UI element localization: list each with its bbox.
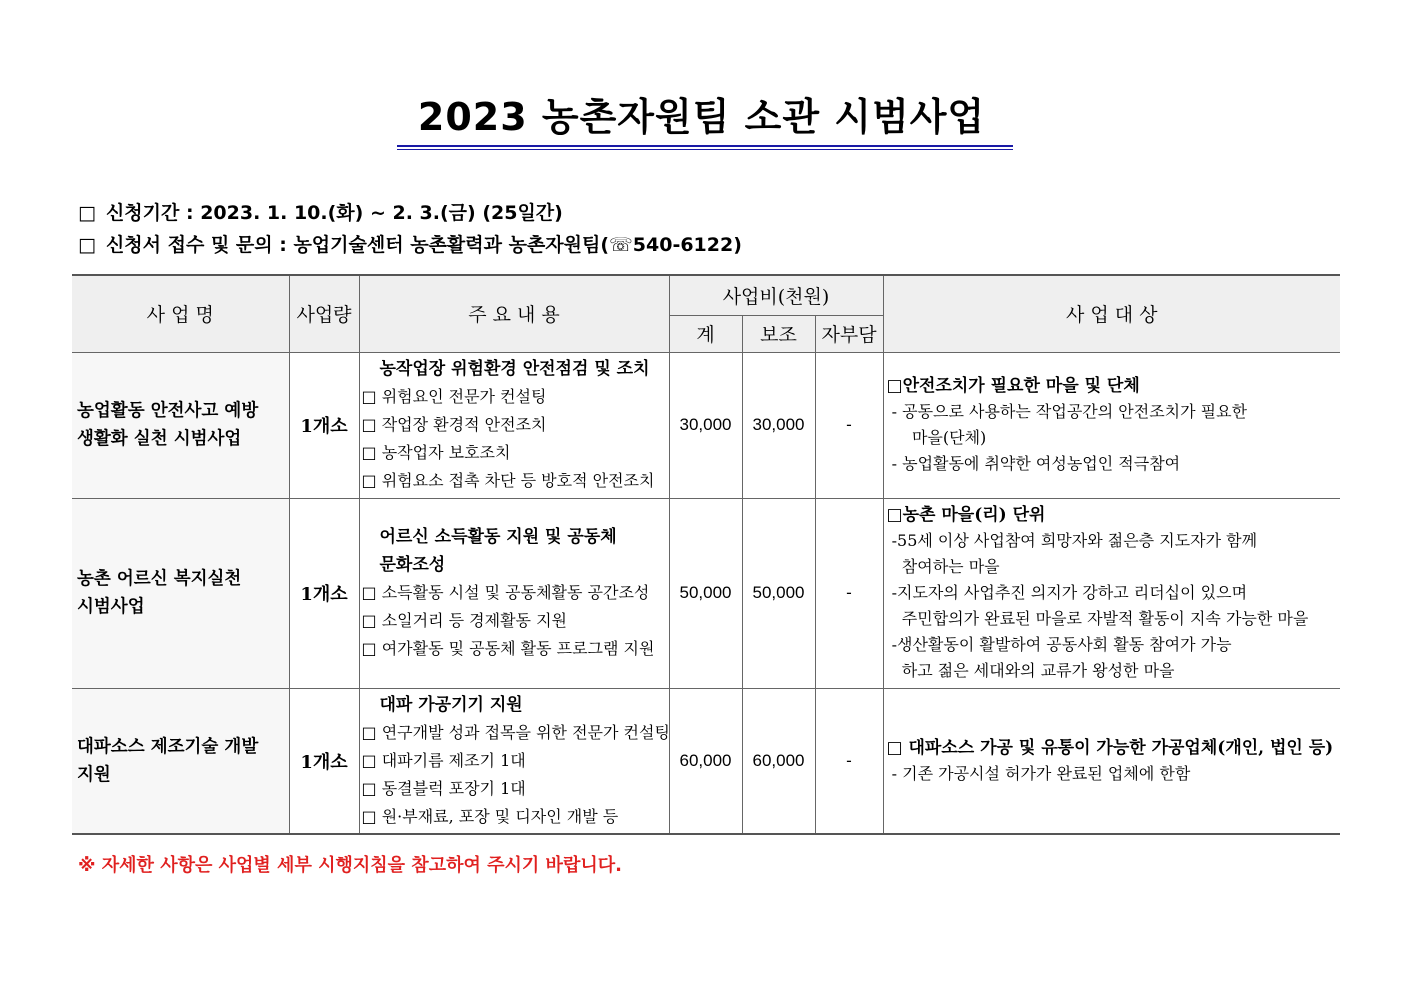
project-name-line: 농촌 어르신 복지실천 — [77, 569, 242, 589]
application-period-text: 신청기간 : 2023. 1. 10.(화) ~ 2. 3.(금) (25일간) — [105, 202, 563, 224]
budget-subsidy: 30,000 — [742, 352, 815, 498]
project-qty: 1개소 — [289, 352, 359, 498]
target-heading: □ 대파소스 가공 및 유통이 가능한 가공업체(개인, 법인 등) — [886, 737, 1334, 758]
target-line: 주민합의가 완료된 마을로 자발적 활동이 지속 가능한 마을 — [886, 609, 1309, 628]
project-name — [72, 498, 289, 688]
target-line: -55세 이상 사업참여 희망자와 젊은층 지도자가 함께 — [886, 531, 1258, 550]
content-item-text: 연구개발 성과 접목을 위한 전문가 컨설팅 — [381, 722, 670, 742]
header-name: 사 업 명 — [72, 275, 289, 352]
content-item-text: 위험요소 접촉 차단 등 방호적 안전조치 — [381, 471, 655, 490]
target-line: 마을(단체) — [886, 428, 987, 447]
content-item-text: 대파기름 제조기 1대 — [381, 750, 526, 770]
budget-total: 50,000 — [669, 498, 742, 688]
checkbox-icon: □ — [361, 611, 377, 630]
content-item — [362, 607, 669, 635]
budget-subsidy: 60,000 — [742, 688, 815, 834]
page-title: 2023 농촌자원팀 소관 시범사업 — [417, 95, 986, 139]
header-content: 주 요 내 용 — [359, 275, 669, 352]
target-line: - 공동으로 사용하는 작업공간의 안전조치가 필요한 — [886, 402, 1248, 421]
checkbox-icon: □ — [361, 750, 377, 770]
target-line: 참여하는 마을 — [886, 557, 1000, 576]
project-name-line: 농업활동 안전사고 예방 — [77, 401, 259, 421]
project-table — [72, 274, 1340, 835]
project-name-line: 대파소스 제조기술 개발 — [77, 736, 259, 757]
project-target — [883, 498, 1340, 688]
content-item-text: 원·부재료, 포장 및 디자인 개발 등 — [381, 806, 619, 826]
checkbox-icon: □ — [361, 443, 377, 462]
contact-info — [78, 233, 742, 257]
content-item — [362, 747, 669, 775]
budget-self: - — [815, 688, 883, 834]
content-heading: 어르신 소득활동 지원 및 공동체 — [379, 527, 617, 547]
content-item-text: 농작업자 보호조치 — [381, 443, 511, 462]
content-item — [362, 439, 669, 467]
content-item — [362, 467, 669, 495]
content-item — [362, 383, 669, 411]
project-content — [359, 352, 669, 498]
title-underline-thin — [397, 149, 1013, 150]
project-target — [883, 352, 1340, 498]
project-content — [359, 688, 669, 834]
content-item — [362, 411, 669, 439]
content-item — [362, 719, 669, 747]
content-heading: 농작업장 위험환경 안전점검 및 조치 — [379, 359, 650, 379]
project-name-line: 지원 — [77, 764, 111, 785]
footnote: ※ 자세한 사항은 사업별 세부 시행지침을 참고하여 주시기 바랍니다. — [78, 855, 622, 876]
content-heading: 대파 가공기기 지원 — [379, 694, 523, 715]
content-item-text: 여가활동 및 공동체 활동 프로그램 지원 — [381, 639, 655, 658]
content-item-text: 소일거리 등 경제활동 지원 — [381, 611, 567, 630]
header-target: 사 업 대 상 — [883, 275, 1340, 352]
checkbox-icon: □ — [361, 806, 377, 826]
target-heading: □안전조치가 필요한 마을 및 단체 — [886, 376, 1140, 396]
checkbox-icon: □ — [361, 722, 377, 742]
project-qty: 1개소 — [289, 688, 359, 834]
application-period — [78, 201, 563, 225]
project-name-line: 생활화 실천 시범사업 — [77, 429, 242, 449]
table-row — [72, 688, 1340, 834]
project-target — [883, 688, 1340, 834]
table-row — [72, 352, 1340, 498]
budget-total: 30,000 — [669, 352, 742, 498]
target-line: - 기존 가공시설 허가가 완료된 업체에 한함 — [886, 763, 1191, 783]
target-heading: □농촌 마을(리) 단위 — [886, 505, 1046, 525]
budget-self: - — [815, 498, 883, 688]
title-underline — [397, 145, 1013, 147]
target-line: -지도자의 사업추진 의지가 강하고 리더십이 있으며 — [886, 583, 1248, 602]
checkbox-icon: □ — [361, 415, 377, 434]
checkbox-icon: □ — [78, 202, 96, 224]
target-line: - 농업활동에 취약한 여성농업인 적극참여 — [886, 454, 1181, 473]
budget-subsidy: 50,000 — [742, 498, 815, 688]
content-item-text: 위험요인 전문가 컨설팅 — [381, 387, 547, 406]
checkbox-icon: □ — [361, 778, 377, 798]
header-budget: 사업비(천원) — [669, 275, 883, 315]
content-item — [362, 803, 669, 831]
content-item — [362, 579, 669, 607]
project-name — [72, 352, 289, 498]
project-name — [72, 688, 289, 834]
content-item — [362, 635, 669, 663]
table-row — [72, 498, 1340, 688]
content-item — [362, 775, 669, 803]
checkbox-icon: □ — [78, 234, 96, 256]
project-qty: 1개소 — [289, 498, 359, 688]
target-line: 하고 젊은 세대와의 교류가 왕성한 마을 — [886, 661, 1175, 680]
header-qty: 사업량 — [289, 275, 359, 352]
budget-total: 60,000 — [669, 688, 742, 834]
header-total: 계 — [669, 315, 742, 352]
target-line: -생산활동이 활발하여 공동사회 활동 참여가 가능 — [886, 635, 1232, 654]
content-item-text: 소득활동 시설 및 공동체활동 공간조성 — [381, 583, 650, 602]
checkbox-icon: □ — [361, 639, 377, 658]
project-name-line: 시범사업 — [77, 597, 145, 617]
content-item-text: 동결블럭 포장기 1대 — [381, 778, 526, 798]
content-item-text: 작업장 환경적 안전조치 — [381, 415, 547, 434]
contact-info-text: 신청서 접수 및 문의 : 농업기술센터 농촌활력과 농촌자원팀(☏540-6122) — [105, 234, 742, 256]
checkbox-icon: □ — [361, 583, 377, 602]
project-content — [359, 498, 669, 688]
header-self: 자부담 — [815, 315, 883, 352]
header-subsidy: 보조 — [742, 315, 815, 352]
content-heading: 문화조성 — [379, 555, 446, 575]
checkbox-icon: □ — [361, 471, 377, 490]
checkbox-icon: □ — [361, 387, 377, 406]
budget-self: - — [815, 352, 883, 498]
